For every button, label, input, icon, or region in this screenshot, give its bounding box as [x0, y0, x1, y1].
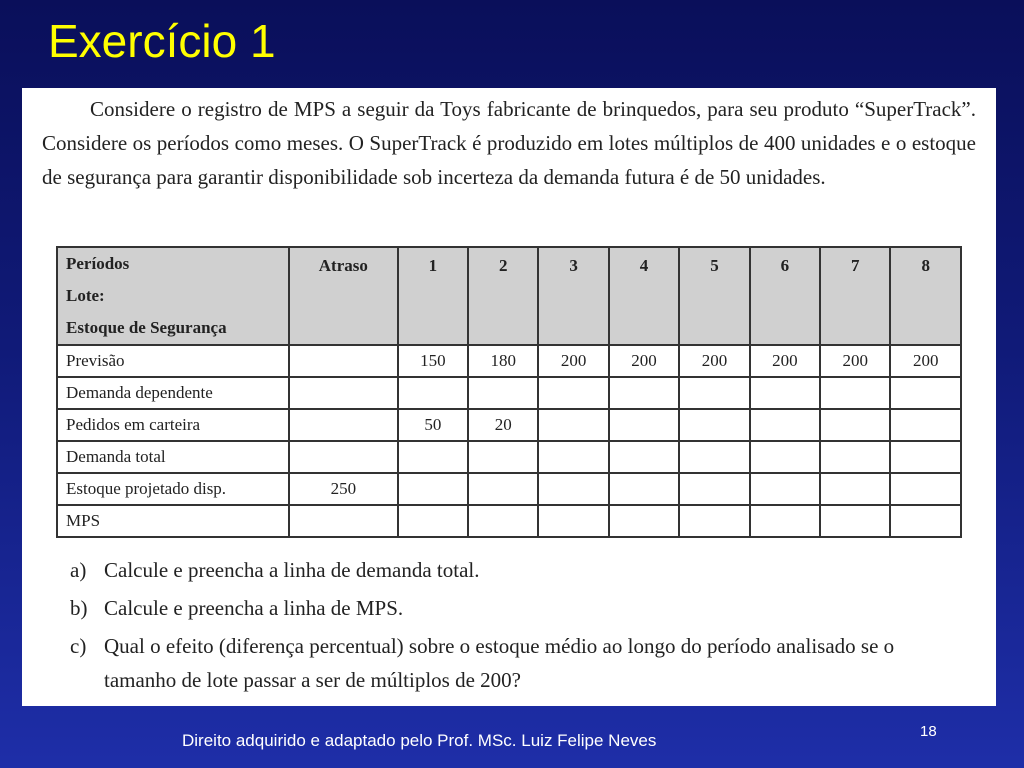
question-a: [70, 553, 970, 587]
row-label: MPS: [57, 505, 289, 537]
period-value-cell: [750, 377, 820, 409]
period-value-cell: [468, 473, 538, 505]
period-value-cell: [609, 505, 679, 537]
period-value-cell: [750, 409, 820, 441]
row-label: Previsão: [57, 345, 289, 377]
question-c: [70, 629, 970, 697]
period-value-cell: [750, 473, 820, 505]
footer-credit: Direito adquirido e adaptado pelo Prof. MSc. Luiz Felipe Neves: [182, 731, 657, 750]
period-value-cell: [468, 441, 538, 473]
period-value-cell: [468, 377, 538, 409]
period-value-cell: [398, 377, 468, 409]
header-period-3: 3: [538, 247, 608, 345]
header-period-2: 2: [468, 247, 538, 345]
table-row: [57, 473, 961, 505]
period-value-cell: [398, 441, 468, 473]
period-value-cell: [538, 409, 608, 441]
period-value-cell: [820, 409, 890, 441]
period-value-cell: [609, 377, 679, 409]
period-value-cell: [679, 409, 749, 441]
header-period-1: 1: [398, 247, 468, 345]
row-label: Pedidos em carteira: [57, 409, 289, 441]
period-value-cell: 200: [750, 345, 820, 377]
header-period-4: 4: [609, 247, 679, 345]
period-value-cell: [890, 409, 961, 441]
atraso-cell: [289, 441, 398, 473]
period-value-cell: [398, 505, 468, 537]
slide-title: Exercício 1: [48, 15, 276, 67]
question-text: Calcule e preencha a linha de demanda total.: [104, 558, 480, 582]
period-value-cell: [750, 441, 820, 473]
header-period-5: 5: [679, 247, 749, 345]
header-period-7: 7: [820, 247, 890, 345]
question-text: Calcule e preencha a linha de MPS.: [104, 596, 404, 620]
page-number: 18: [920, 723, 937, 740]
question-letter: c): [70, 634, 87, 658]
question-b: [70, 591, 970, 625]
table-row: [57, 409, 961, 441]
period-value-cell: [538, 441, 608, 473]
period-value-cell: 200: [609, 345, 679, 377]
intro-paragraph: Considere o registro de MPS a seguir da Toys fabricante de brinquedos, para seu produto “SuperTrack”. Considere os períodos como meses. O SuperTrack é produzido em lotes múltiplos de 400 unidades e o estoque de segurança para garantir disponibilidade sob incerteza da demanda futura é de 50 unidades.: [42, 97, 976, 189]
period-value-cell: [538, 505, 608, 537]
period-value-cell: [538, 377, 608, 409]
table-row: [57, 345, 961, 377]
header-line-estoque: Estoque de Segurança: [66, 318, 227, 337]
period-value-cell: [750, 505, 820, 537]
atraso-cell: 250: [289, 473, 398, 505]
row-label: Estoque projetado disp.: [57, 473, 289, 505]
header-line-periodos: Períodos: [66, 254, 130, 273]
header-period-8: 8: [890, 247, 961, 345]
period-value-cell: [820, 473, 890, 505]
atraso-cell: [289, 505, 398, 537]
period-value-cell: [398, 473, 468, 505]
mps-table: [56, 246, 962, 538]
row-label: Demanda dependente: [57, 377, 289, 409]
period-value-cell: [609, 409, 679, 441]
period-value-cell: [538, 473, 608, 505]
period-value-cell: [468, 505, 538, 537]
question-letter: a): [70, 558, 87, 582]
period-value-cell: 150: [398, 345, 468, 377]
period-value-cell: [890, 377, 961, 409]
exercise-content: [22, 88, 996, 706]
period-value-cell: [679, 441, 749, 473]
period-value-cell: [679, 473, 749, 505]
question-letter: b): [70, 596, 88, 620]
period-value-cell: 20: [468, 409, 538, 441]
row-label: Demanda total: [57, 441, 289, 473]
atraso-cell: [289, 377, 398, 409]
table-row: [57, 441, 961, 473]
period-value-cell: [679, 505, 749, 537]
atraso-cell: [289, 409, 398, 441]
table-header-row: [57, 247, 961, 345]
period-value-cell: [679, 377, 749, 409]
period-value-cell: [820, 505, 890, 537]
period-value-cell: [609, 473, 679, 505]
period-value-cell: 200: [890, 345, 961, 377]
header-periods-cell: [57, 247, 289, 345]
period-value-cell: 200: [820, 345, 890, 377]
header-atraso: Atraso: [289, 247, 398, 345]
table-row: [57, 377, 961, 409]
period-value-cell: [609, 441, 679, 473]
period-value-cell: 50: [398, 409, 468, 441]
header-line-lote: Lote:: [66, 286, 105, 305]
period-value-cell: [890, 441, 961, 473]
period-value-cell: [890, 505, 961, 537]
question-text: Qual o efeito (diferença percentual) sobre o estoque médio ao longo do período analisado se o tamanho de lote passar a ser de múltiplos de 200?: [104, 634, 895, 692]
period-value-cell: [890, 473, 961, 505]
header-period-6: 6: [750, 247, 820, 345]
period-value-cell: 180: [468, 345, 538, 377]
table-row: [57, 505, 961, 537]
atraso-cell: [289, 345, 398, 377]
questions-list: [70, 553, 970, 701]
period-value-cell: 200: [679, 345, 749, 377]
period-value-cell: [820, 441, 890, 473]
period-value-cell: [820, 377, 890, 409]
period-value-cell: 200: [538, 345, 608, 377]
